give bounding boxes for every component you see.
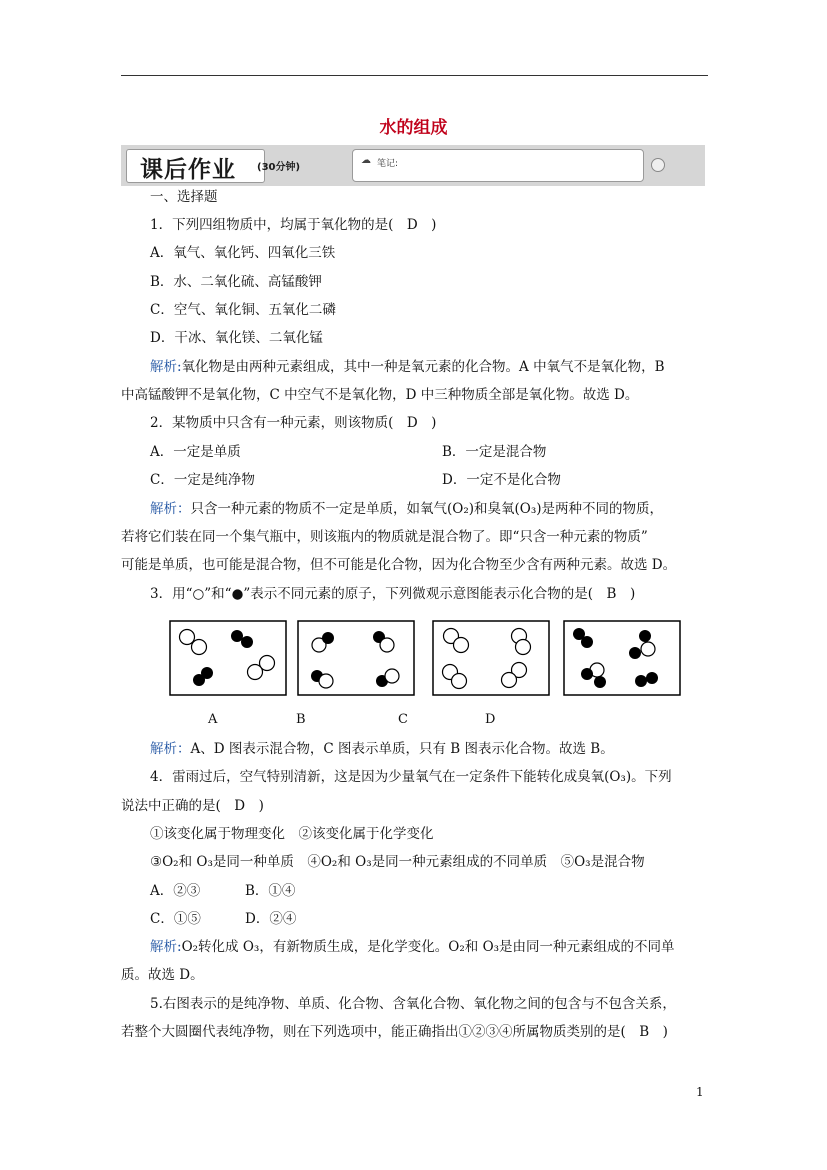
q1-stem: 1．下列四组物质中，均属于氧化物的是( D ) (150, 217, 437, 233)
diagram-label-c: C (398, 712, 408, 727)
analysis-text: O₂转化成 O₃，有新物质生成，是化学变化。O₂和 O₃是由同一种元素组成的不同单 (181, 939, 675, 955)
q4-option-d: D．②④ (245, 911, 297, 927)
diagram-a (170, 621, 286, 695)
analysis-label: 解析： (150, 741, 191, 757)
q4-option-b: B．①④ (245, 883, 296, 899)
section-heading: 一、选择题 (150, 189, 218, 205)
header-rule (121, 75, 708, 76)
page-title: 水的组成 (379, 118, 448, 138)
banner-title: 课后作业 (140, 157, 236, 183)
q2-analysis-line-1 (150, 500, 663, 518)
q3-analysis (150, 740, 614, 758)
q2-stem: 2．某物质中只含有一种元素，则该物质( D ) (150, 415, 437, 431)
page-number: 1 (696, 1085, 704, 1099)
analysis-text: 只含一种元素的物质不一定是单质，如氧气(O₂)和臭氧(O₃)是两种不同的物质， (190, 501, 664, 517)
q4-analysis-line-2: 质。故选 D。 (121, 967, 204, 983)
analysis-label: 解析: (150, 359, 182, 375)
q1-option-b: B．水、二氧化硫、高锰酸钾 (150, 274, 322, 290)
diagram-b (298, 621, 414, 695)
diagram-label-a: A (208, 712, 218, 727)
analysis-text: 氧化物是由两种元素组成，其中一种是氧元素的化合物。A 中氧气不是氧化物，B (181, 359, 665, 375)
circle-icon (651, 158, 665, 172)
q4-option-a: A．②③ (150, 883, 201, 899)
diagram-label-d: D (485, 712, 496, 727)
q5-stem-line-2: 若整个大圆圈代表纯净物，则在下列选项中，能正确指出①②③④所属物质类别的是( B ) (121, 1024, 668, 1040)
q2-option-a: A．一定是单质 (150, 444, 241, 460)
q4-analysis-line-1 (150, 938, 675, 956)
q1-option-a: A．氧气、氧化钙、四氧化三铁 (150, 245, 336, 261)
q2-analysis-line-2: 若将它们装在同一个集气瓶中，则该瓶内的物质就是混合物了。即“只含一种元素的物质” (121, 529, 648, 545)
q1-analysis-line-2: 中高锰酸钾不是氧化物，C 中空气不是氧化物，D 中三种物质全部是氧化物。故选 D。 (121, 387, 639, 403)
q5-stem-line-1: 5.右图表示的是纯净物、单质、化合物、含氧化合物、氧化物之间的包含与不包含关系， (150, 996, 676, 1012)
q1-option-d: D．干冰、氧化镁、二氧化锰 (150, 330, 323, 346)
homework-banner (121, 145, 705, 186)
q4-option-c: C．①⑤ (150, 911, 201, 927)
cloud-icon: ☁ (361, 155, 371, 166)
molecule-diagrams (169, 620, 685, 696)
diagram-c (433, 621, 549, 695)
q4-stem-line-1: 4．雷雨过后，空气特别清新，这是因为少量氧气在一定条件下能转化成臭氧(O₃)。下列 (150, 769, 672, 785)
q3-stem: 3．用“○”和“●”表示不同元素的原子，下列微观示意图能表示化合物的是( B ) (150, 586, 636, 602)
analysis-text: A、D 图表示混合物，C 图表示单质，只有 B 图表示化合物。故选 B。 (190, 741, 614, 757)
q2-option-b: B．一定是混合物 (442, 444, 547, 460)
banner-duration: (30分钟) (257, 162, 301, 173)
q4-stem-line-2: 说法中正确的是( D ) (121, 798, 264, 814)
q2-option-d: D．一定不是化合物 (442, 472, 561, 488)
q1-analysis-line-1 (150, 358, 665, 376)
q2-analysis-line-3: 可能是单质，也可能是混合物，但不可能是化合物，因为化合物至少含有两种元素。故选 D。 (121, 557, 677, 573)
diagram-label-b: B (296, 712, 306, 727)
q2-option-c: C．一定是纯净物 (150, 472, 255, 488)
banner-title-box (126, 149, 265, 183)
analysis-label: 解析: (150, 939, 182, 955)
diagram-d (564, 621, 680, 695)
q4-items-line-1: ①该变化属于物理变化 ②该变化属于化学变化 (150, 826, 434, 842)
q1-option-c: C．空气、氧化铜、五氧化二磷 (150, 302, 336, 318)
analysis-label: 解析： (150, 501, 191, 517)
notes-label: 笔记: (377, 159, 399, 169)
notes-field[interactable] (352, 149, 644, 182)
q4-items-line-2: ③O₂和 O₃是同一种单质 ④O₂和 O₃是同一种元素组成的不同单质 ⑤O₃是混合物 (150, 854, 645, 870)
